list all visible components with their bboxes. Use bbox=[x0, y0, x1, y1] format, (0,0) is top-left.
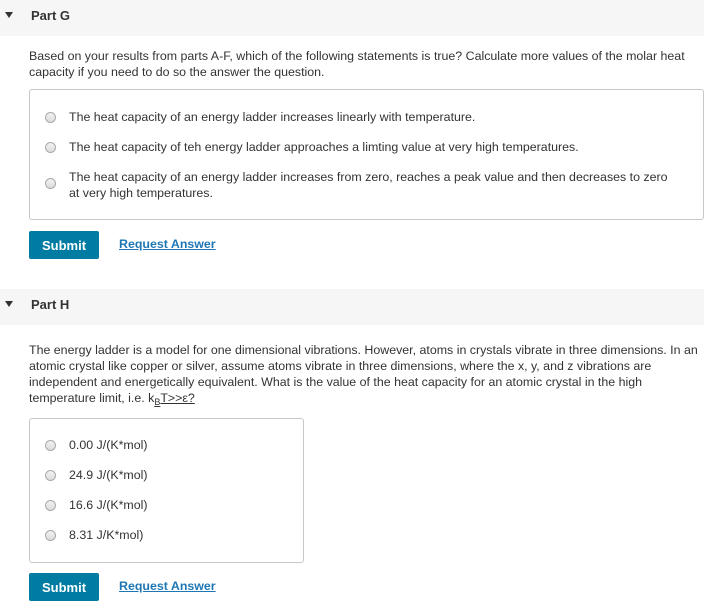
part-h-request-answer-link[interactable]: Request Answer bbox=[119, 579, 216, 593]
radio-button[interactable] bbox=[45, 470, 56, 481]
option-label: The heat capacity of an energy ladder increases from zero, reaches a peak value and then decreases to zero at very high temperatures. bbox=[69, 170, 668, 200]
radio-button[interactable] bbox=[45, 112, 56, 123]
part-h-header[interactable] bbox=[0, 289, 704, 325]
option-label: 24.9 J/(K*mol) bbox=[69, 468, 148, 482]
option-label: The heat capacity of an energy ladder increases linearly with temperature. bbox=[69, 110, 476, 124]
part-h-submit-button[interactable]: Submit bbox=[29, 573, 99, 601]
part-h-title: Part H bbox=[31, 297, 70, 312]
radio-button[interactable] bbox=[45, 530, 56, 541]
part-g-options-box bbox=[29, 89, 704, 220]
part-h-options-box bbox=[29, 418, 304, 563]
limit-condition: T>>ε? bbox=[160, 391, 195, 405]
option-label: 16.6 J/(K*mol) bbox=[69, 498, 148, 512]
kb-symbol: k bbox=[148, 391, 155, 405]
part-g-header[interactable] bbox=[0, 0, 704, 36]
part-g-question: Based on your results from parts A-F, which of the following statements is true? Calculate more values of the molar heat capacity if you need to do so the answer the question. bbox=[29, 49, 685, 79]
part-g-request-answer-link[interactable]: Request Answer bbox=[119, 237, 216, 251]
part-h-question bbox=[29, 342, 701, 410]
radio-button[interactable] bbox=[45, 500, 56, 511]
part-h-question-text: The energy ladder is a model for one dimensional vibrations. However, atoms in crystals vibrate in three dimensions. In an atomic crystal like copper or silver, assume atoms vibrate in three dimensions, where the x, y, and z vibrations are independent and energetically equivalent. What is the value of the heat capacity for an atomic crystal in the high temperature limit, i.e. bbox=[29, 343, 698, 405]
radio-button[interactable] bbox=[45, 178, 56, 189]
option-label: 0.00 J/(K*mol) bbox=[69, 438, 148, 452]
collapse-caret-icon[interactable] bbox=[5, 301, 13, 307]
option-label: The heat capacity of teh energy ladder approaches a limting value at very high temperatures. bbox=[69, 140, 579, 154]
radio-button[interactable] bbox=[45, 142, 56, 153]
kb-subscript: B bbox=[154, 397, 161, 407]
radio-button[interactable] bbox=[45, 440, 56, 451]
collapse-caret-icon[interactable] bbox=[5, 12, 13, 18]
part-g-submit-button[interactable]: Submit bbox=[29, 231, 99, 259]
part-g-title: Part G bbox=[31, 8, 71, 23]
option-label: 8.31 J/K*mol) bbox=[69, 528, 144, 542]
